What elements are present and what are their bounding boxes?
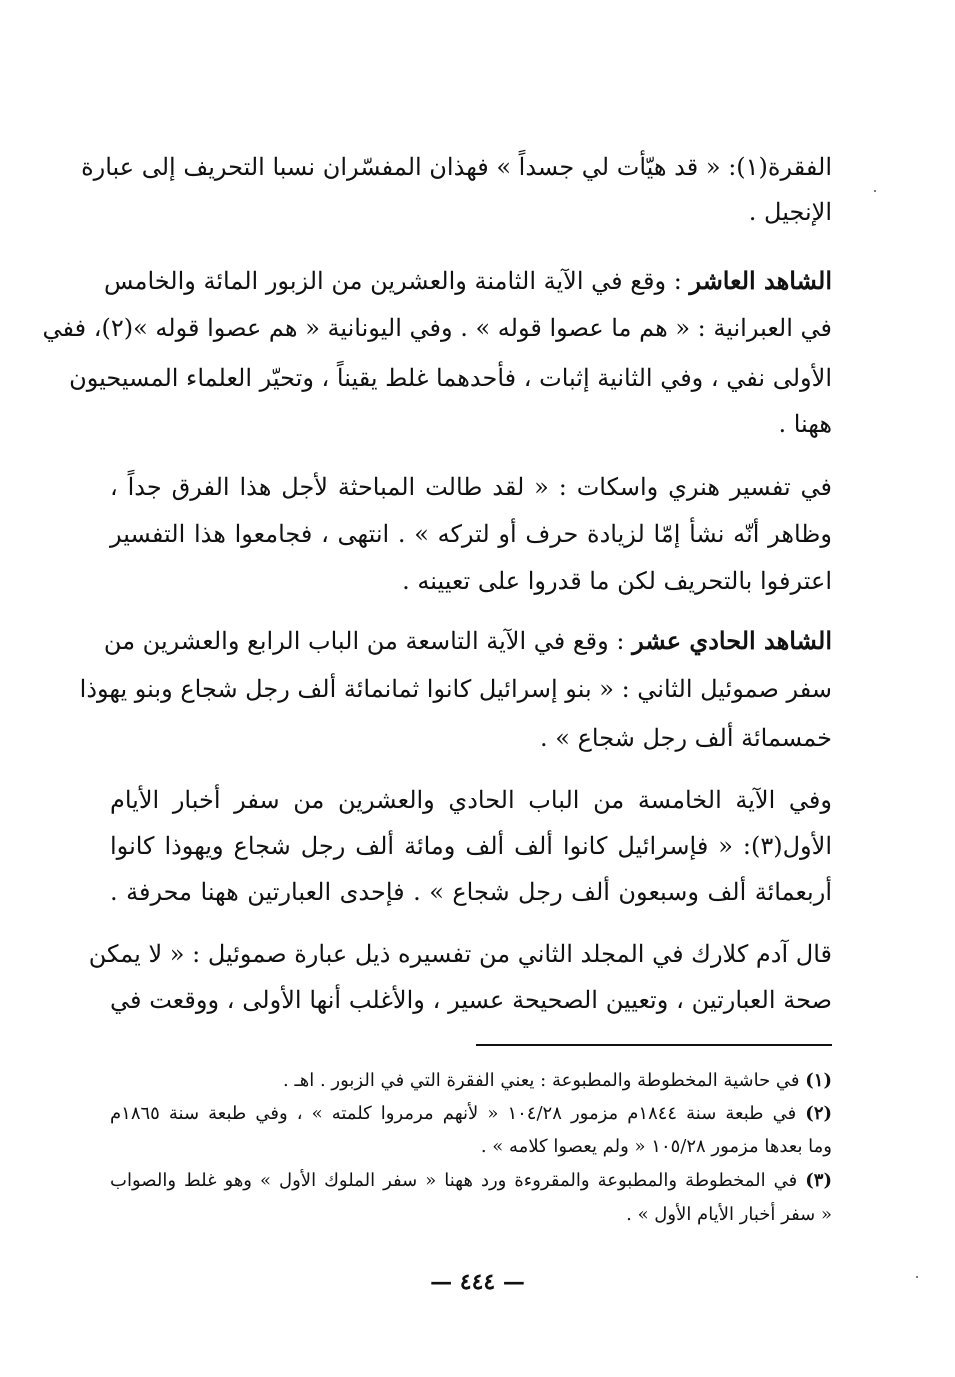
text-line: اعترفوا بالتحريف لكن ما قدروا على تعيينه . <box>402 567 832 595</box>
footnote-separator <box>476 1044 832 1046</box>
footnote-marker: (٢) <box>805 1103 833 1124</box>
text-line: الإنجيل . <box>748 198 832 226</box>
text-line: الأولى نفي ، وفي الثانية إثبات ، فأحدهما غلط يقيناً ، وتحيّر العلماء المسيحيون <box>69 364 832 392</box>
footnote-marker: (١) <box>805 1070 832 1091</box>
footnote-line: وما بعدها مزمور ١٠٥/٢٨ « ولم يعصوا كلامه » . <box>480 1136 832 1157</box>
text-line: ههنا . <box>778 410 832 438</box>
text-span: : وقع في الآية التاسعة من الباب الرابع والعشرين من <box>103 627 625 655</box>
text-line: سفر صموئيل الثاني : « بنو إسرائيل كانوا ثمانمائة ألف رجل شجاع وبنو يهوذا <box>79 675 832 703</box>
footnote-marker: (٣) <box>805 1170 832 1191</box>
footnote-line <box>110 1167 832 1195</box>
text-line: قال آدم كلارك في المجلد الثاني من تفسيره ذيل عبارة صموئيل : « لا يمكن <box>88 940 832 968</box>
text-line: وفي الآية الخامسة من الباب الحادي والعشرين من سفر أخبار الأيام <box>110 786 832 814</box>
witness-heading: الشاهد الحادي عشر <box>632 626 832 655</box>
text-line: في تفسير هنري واسكات : « لقد طالت المباحثة لأجل هذا الفرق جداً ، <box>110 473 832 501</box>
text-span: : وقع في الآية الثامنة والعشرين من الزبور المائة والخامس <box>104 267 682 295</box>
footnote-text: في المخطوطة والمطبوعة والمقروءة ورد ههنا « سفر الملوك الأول » وهو غلط والصواب <box>110 1170 798 1191</box>
footnote-text: في حاشية المخطوطة والمطبوعة : يعني الفقرة التي في الزبور . اهـ . <box>283 1070 800 1091</box>
text-line: أربعمائة ألف وسبعون ألف رجل شجاع » . فإحدى العبارتين ههنا محرفة . <box>110 878 832 906</box>
text-line: في العبرانية : « هم ما عصوا قوله » . وفي اليونانية « هم عصوا قوله »(٢)، ففي <box>42 314 832 342</box>
footnote-text: في طبعة سنة ١٨٤٤م مزمور ١٠٤/٢٨ « لأنهم مرمروا كلمته » ، وفي طبعة سنة ١٨٦٥م <box>110 1103 797 1124</box>
text-line: الفقرة(١): « قد هيّأت لي جسداً » فهذان المفسّران نسبا التحريف إلى عبارة <box>81 153 832 181</box>
footnote-line <box>110 1067 832 1095</box>
text-line: صحة العبارتين ، وتعيين الصحيحة عسير ، والأغلب أنها الأولى ، ووقعت في <box>110 986 832 1014</box>
page-number: — ٤٤٤ — <box>430 1269 525 1295</box>
scan-speck <box>916 1276 918 1278</box>
text-line: خمسمائة ألف رجل شجاع » . <box>540 724 832 752</box>
text-line <box>104 264 832 298</box>
witness-heading: الشاهد العاشر <box>689 266 832 295</box>
text-line <box>103 624 832 658</box>
scan-speck <box>874 190 876 192</box>
text-line: وظاهر أنّه نشأ إمّا لزيادة حرف أو لتركه » . انتهى ، فجامعوا هذا التفسير <box>110 520 832 548</box>
footnote-line <box>110 1100 832 1128</box>
text-line: الأول(٣): « فإسرائيل كانوا ألف ألف ومائة ألف رجل شجاع ويهوذا كانوا <box>110 832 832 860</box>
footnote-line: « سفر أخبار الأيام الأول » . <box>626 1204 832 1225</box>
